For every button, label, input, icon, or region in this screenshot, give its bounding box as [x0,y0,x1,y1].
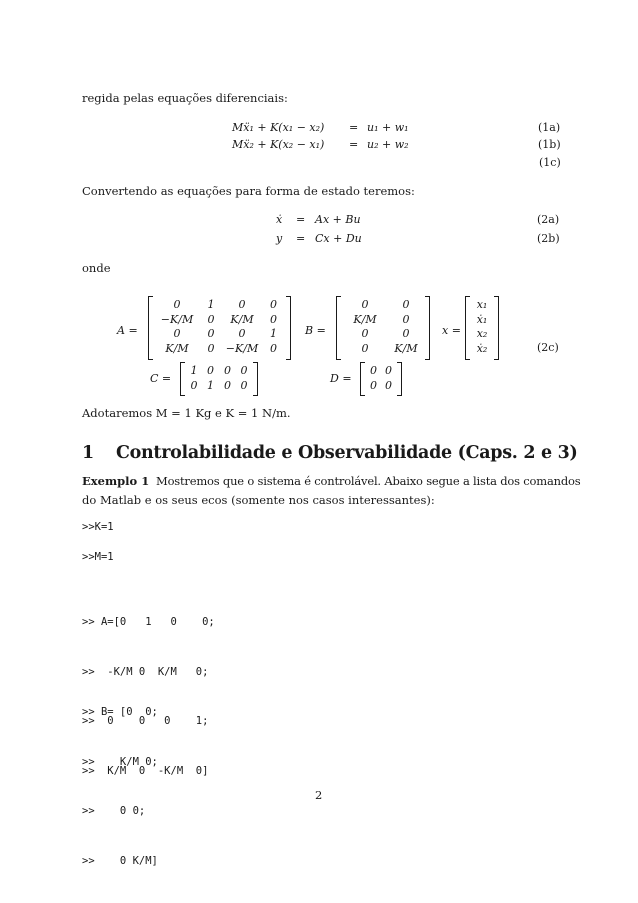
example-label: Exemplo 1 [82,474,150,488]
code-a-line: >> -K/M 0 K/M 0; [82,665,209,678]
code-a-line: >> K/M 0 -K/M 0] [82,764,209,777]
matrix-d-cell: 0 [370,364,377,377]
matrix-b-cell: 0 [361,327,369,340]
matrix-a-label: A = [117,324,138,337]
matrix-b-cell: 0 [402,327,410,340]
matrix-a-cell: 0 [238,298,246,311]
matrix-x-cell: ẋ₁ [476,312,488,326]
matrix-b-cell: K/M [394,341,418,355]
code-a-line: >> 0 0 0 1; [82,715,209,727]
eq-2c-label: (2c) [537,341,559,354]
state-form-text: Convertendo as equações para forma de estado teremos: [82,184,415,198]
matrix-x-cell: ẋ₂ [476,341,488,355]
matrix-c-cell: 0 [240,378,248,392]
matrix-a-cell: 1 [207,298,215,311]
matrix-a-cell: 0 [238,327,246,340]
eq-1a-lhs: Mẍ₁ + K(x₁ − x₂) [232,121,325,134]
matrix-a-cell: 0 [173,327,181,340]
eq-1b-equals: = [349,138,359,151]
code-a-line: >> A=[0 1 0 0; [82,616,215,628]
eq-2a-label: (2a) [537,213,560,226]
eq-1b-lhs: Mẍ₂ + K(x₂ − x₁) [232,138,325,151]
code-b-line: >> K/M 0; [82,755,158,768]
matrix-b-cell: 0 [402,312,410,326]
code-m: >>M=1 [82,551,114,563]
matrix-x-cell: x₂ [476,327,488,340]
matrix-a-cell: 0 [207,327,215,340]
matrix-a [148,296,291,360]
code-b-line: >> 0 K/M] [82,854,158,867]
matrix-a-cell: 0 [270,298,277,311]
matrix-a-cell: 0 [270,341,277,355]
section-title: Controlabilidade e Observabilidade (Caps. 2 e 3) [116,443,578,463]
eq-1a-label: (1a) [538,121,561,134]
eq-2a-rhs: Ax + Bu [315,213,361,226]
code-k: >>K=1 [82,521,114,533]
matrix-c-cell: 0 [224,364,231,377]
adopt-text: Adotaremos M = 1 Kg e K = 1 N/m. [82,406,291,420]
matrix-c-cell: 1 [190,364,198,377]
eq-1b-label: (1b) [538,138,561,151]
matrix-b-cell: 0 [361,341,369,355]
eq-2b-lhs: y [276,232,283,245]
matrix-a-cell: 0 [270,312,277,326]
matrix-c-cell: 1 [207,378,214,392]
matrix-c-cell: 0 [207,364,214,377]
matrix-c-cell: 0 [190,378,198,392]
code-b-block [82,671,158,886]
matrix-c-label: C = [150,372,172,385]
code-b-line: >> 0 0; [82,805,146,817]
matrix-d-label: D = [330,372,352,385]
matrix-a-cell: 1 [270,327,277,340]
matrix-b-cell: K/M [353,312,377,326]
matrix-a-cell: 0 [207,341,215,355]
eq-2b-rhs: Cx + Du [315,232,362,245]
matrix-c-cell: 0 [224,378,231,392]
matrix-d [360,362,402,396]
eq-2b-label: (2b) [537,232,560,245]
matrix-d-cell: 0 [385,364,392,377]
code-b-line: >> B= [0 0; [82,706,158,718]
matrix-a-cell: 0 [173,298,181,311]
eq-2b-equals: = [296,232,306,245]
matrix-x-cell: x₁ [476,298,488,311]
eq-2a-lhs: ẋ [276,213,283,226]
matrix-b-label: B = [305,324,326,337]
page-number: 2 [315,788,323,802]
matrix-b-cell: 0 [361,298,369,311]
eq-1a-rhs: u₁ + w₁ [367,121,409,134]
intro-text: regida pelas equações diferenciais: [82,91,288,105]
matrix-a-cell: 0 [207,312,215,326]
onde-text: onde [82,261,111,275]
matrix-a-cell: K/M [165,341,189,355]
vector-x-label: x = [442,324,461,337]
matrix-d-cell: 0 [370,378,377,392]
matrix-c [180,362,258,396]
vector-x [465,296,499,360]
matrix-a-cell: −K/M [225,341,259,355]
example-line-1: Mostremos que o sistema é controlável. Abaixo segue a lista dos comandos [156,474,581,488]
eq-2a-equals: = [296,213,306,226]
matrix-c-cell: 0 [240,364,248,377]
section-number: 1 [82,443,95,463]
example-line-2: do Matlab e os seus ecos (somente nos casos interessantes): [82,493,435,507]
eq-1c-label: (1c) [539,156,561,169]
eq-1b-rhs: u₂ + w₂ [367,138,409,151]
matrix-d-cell: 0 [385,378,392,392]
matrix-a-cell: K/M [230,312,254,326]
matrix-b-cell: 0 [402,298,410,311]
matrix-b [336,296,430,360]
eq-1a-equals: = [349,121,359,134]
matrix-a-cell: −K/M [160,312,194,326]
